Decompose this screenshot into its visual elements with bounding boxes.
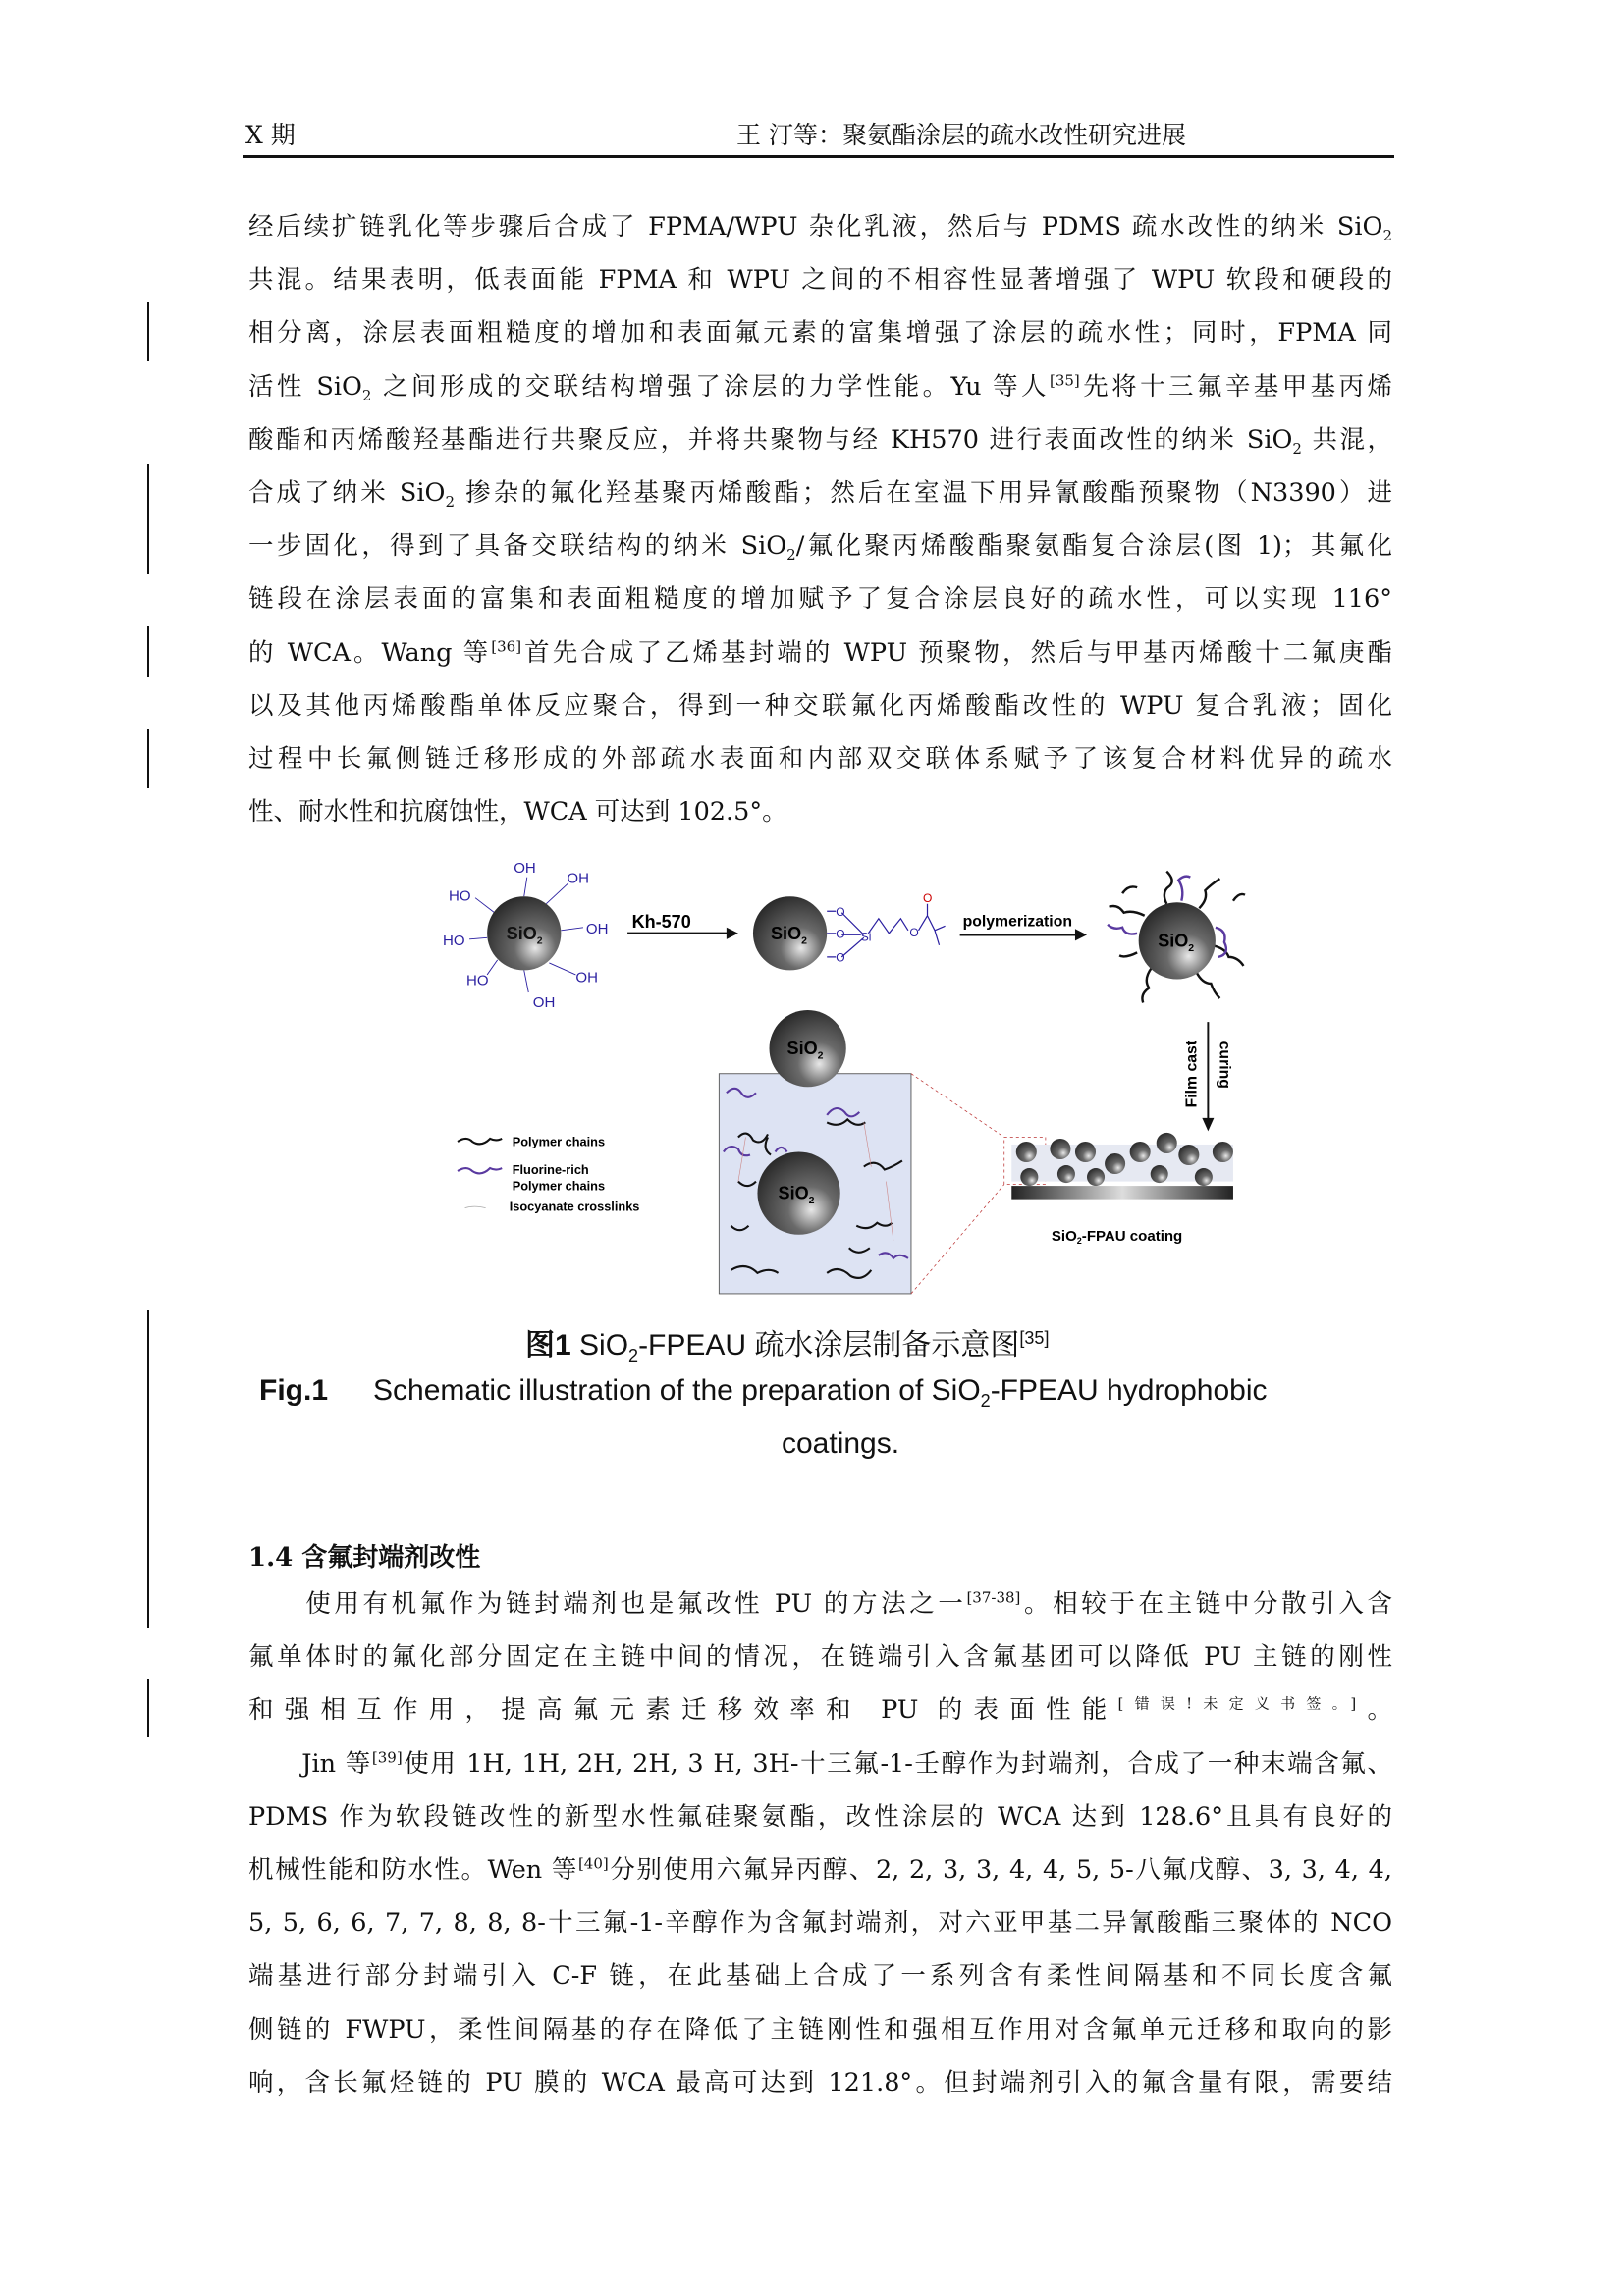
subscript: 2 <box>1382 227 1392 245</box>
coating-label: SiO$_2$-FPAU coating <box>1051 1227 1183 1246</box>
citation-ref: [36] <box>491 637 522 656</box>
text-segment: 链段在涂层表面的富集和表面粗糙度的增加赋予了复合涂层良好的疏水性，可以实现 116° <box>248 584 1392 614</box>
text-segment: 的 WCA。Wang 等 <box>248 637 492 667</box>
text-line <box>248 316 1392 349</box>
text-segment: 以及其他丙烯酸酯单体反应聚合，得到一种交联氟化丙烯酸酯改性的 WPU 复合乳液；固化 <box>248 690 1392 721</box>
citation-ref: [39] <box>371 1748 403 1767</box>
text-line <box>248 263 1392 296</box>
text-segment: 端基进行部分封端引入 C-F 链，在此基础上合成了一系列含有柔性间隔基和不同长度含氟 <box>248 1961 1392 1992</box>
svg-text:O: O <box>922 891 933 906</box>
svg-text:O: O <box>909 925 919 939</box>
citation-ref: [错误!未定义书签。] <box>1117 1694 1357 1713</box>
text-line <box>248 1800 1392 1834</box>
svg-text:OH: OH <box>575 969 598 987</box>
change-bar <box>147 1310 149 1628</box>
text-segment: 机械性能和防水性。Wen 等 <box>248 1855 578 1885</box>
subscript: 2 <box>786 546 796 564</box>
change-bar <box>147 626 149 677</box>
text-line <box>248 2066 1392 2100</box>
svg-text:Si: Si <box>860 930 872 944</box>
svg-text:OH: OH <box>585 920 609 937</box>
svg-text:Fluorine-rich: Fluorine-rich <box>512 1162 589 1178</box>
text-segment: 掺杂的氟化羟基聚丙烯酸酯；然后在室温下用异氰酸酯预聚物（N3390）进 <box>455 478 1392 507</box>
substrate <box>1011 1186 1233 1200</box>
text-line <box>248 1747 1392 1781</box>
svg-text:O: O <box>836 950 845 965</box>
text-line <box>248 1693 1392 1727</box>
text-segment: 分别使用六氟异丙醇、2, 2, 3, 3, 4, 4, 5, 5-八氟戊醇、3, 3, 4, 4, <box>608 1855 1392 1885</box>
text-segment: 性、耐水性和抗腐蚀性，WCA 可达到 102.5°。 <box>248 797 787 828</box>
svg-text:HO: HO <box>443 932 465 949</box>
svg-text:SiO2: SiO$_2$ <box>778 1183 815 1207</box>
text-segment: 活性 SiO <box>248 371 362 401</box>
svg-text:SiO2: SiO$_2$ <box>771 923 807 947</box>
change-bar <box>147 464 149 574</box>
subscript: 2 <box>445 493 456 511</box>
text-line <box>248 689 1392 722</box>
change-bar <box>147 1679 149 1737</box>
figure-caption-en: Fig.1 Schematic illustration of the preparation of SiO$_2$-FPEAU hydrophobic <box>259 1374 1268 1411</box>
text-line <box>248 636 1392 669</box>
citation-ref: [35] <box>1049 371 1080 390</box>
svg-text:Polymer chains: Polymer chains <box>512 1134 606 1149</box>
text-segment: 。相较于在主链中分散引入含 <box>1020 1589 1392 1619</box>
text-line <box>248 476 1392 509</box>
text-segment: 共混。结果表明，低表面能 FPMA 和 WPU 之间的不相容性显著增强了 WPU 软段和硬段的 <box>248 265 1392 295</box>
text-line <box>248 210 1392 243</box>
text-line <box>248 1853 1392 1887</box>
text-segment: 合成了纳米 SiO <box>248 478 446 507</box>
text-segment: 5, 5, 6, 6, 7, 7, 8, 8, 8-十三氟-1-辛醇作为含氟封端剂，对六亚甲基二异氰酸酯三聚体的 NCO <box>248 1908 1392 1939</box>
svg-text:SiO2: SiO$_2$ <box>1158 931 1195 954</box>
text-segment: 一步固化，得到了具备交联结构的纳米 SiO <box>248 531 787 561</box>
figure-caption-en-cont: coatings. <box>782 1427 900 1460</box>
text-segment: 使用有机氟作为链封端剂也是氟改性 PU 的方法之一 <box>248 1589 967 1619</box>
svg-text:OH: OH <box>532 994 556 1012</box>
text-line <box>248 1959 1392 1993</box>
citation-ref: [37-38] <box>966 1588 1021 1607</box>
text-line <box>248 795 1392 828</box>
figure-1-schematic <box>443 849 1248 1300</box>
text-line <box>248 742 1392 775</box>
header-issue: X 期 <box>245 121 296 149</box>
text-line <box>248 1906 1392 1940</box>
text-segment: 。 <box>1356 1695 1392 1726</box>
text-segment: 相分离，涂层表面粗糙度的增加和表面氟元素的富集增强了涂层的疏水性；同时，FPMA 同 <box>248 318 1392 348</box>
svg-text:Polymer chains: Polymer chains <box>512 1178 606 1194</box>
svg-text:O: O <box>836 927 845 941</box>
svg-text:O: O <box>836 904 845 919</box>
text-segment: /氟化聚丙烯酸酯聚氨酯复合涂层(图 1)；其氟化 <box>795 531 1392 561</box>
subscript: 2 <box>1292 439 1302 457</box>
text-segment: 之间形成的交联结构增强了涂层的力学性能。Yu 等人 <box>371 371 1050 401</box>
section-heading: 1.4 含氟封端剂改性 <box>248 1543 481 1573</box>
curing-label: curing <box>1216 1041 1233 1089</box>
svg-text:HO: HO <box>449 887 471 905</box>
film-cast-label: Film cast <box>1183 1040 1201 1108</box>
figure-caption-cn: 图1 SiO$_2$-FPEAU 疏水涂层制备示意图[35] <box>525 1328 1050 1365</box>
svg-text:HO: HO <box>466 972 489 989</box>
citation-ref: [40] <box>577 1854 609 1873</box>
change-bar <box>147 302 149 361</box>
svg-text:SiO2: SiO$_2$ <box>506 923 543 947</box>
text-segment: 过程中长氟侧链迁移形成的外部疏水表面和内部双交联体系赋予了该复合材料优异的疏水 <box>248 744 1392 774</box>
svg-text:Isocyanate crosslinks: Isocyanate crosslinks <box>509 1199 640 1214</box>
text-segment: 和强相互作用，提高氟元素迁移效率和 PU 的表面性能 <box>248 1695 1118 1726</box>
text-segment: 经后续扩链乳化等步骤后合成了 FPMA/WPU 杂化乳液，然后与 PDMS 疏水改性的纳米 SiO <box>248 212 1383 241</box>
step-kh570-label: Kh-570 <box>631 911 691 932</box>
text-segment: 使用 1H, 1H, 2H, 2H, 3 H, 3H-十三氟-1-壬醇作为封端剂，合成了一种末端含氟、 <box>402 1748 1392 1779</box>
text-segment: 侧链的 FWPU，柔性间隔基的存在降低了主链刚性和强相互作用对含氟单元迁移和取向的影 <box>248 2014 1392 2045</box>
text-line <box>248 529 1392 562</box>
text-segment: 响，含长氟烃链的 PU 膜的 WCA 最高可达到 121.8°。但封端剂引入的氟含量有限，需要结 <box>248 2067 1392 2098</box>
text-segment: Jin 等 <box>248 1748 372 1779</box>
header-rule <box>243 155 1394 158</box>
text-segment: 氟单体时的氟化部分固定在主链中间的情况，在链端引入含氟基团可以降低 PU 主链的刚性 <box>248 1642 1392 1673</box>
svg-text:OH: OH <box>514 860 536 878</box>
text-line <box>248 2013 1392 2047</box>
text-line <box>248 582 1392 615</box>
text-line <box>248 1640 1392 1674</box>
text-segment: 先将十三氟辛基甲基丙烯 <box>1079 371 1392 401</box>
text-segment: 首先合成了乙烯基封端的 WPU 预聚物，然后与甲基丙烯酸十二氟庚酯 <box>521 637 1393 667</box>
legend <box>458 1134 639 1213</box>
subscript: 2 <box>361 386 372 404</box>
text-line <box>248 370 1392 403</box>
text-segment: 酸酯和丙烯酸羟基酯进行共聚反应，并将共聚物与经 KH570 进行表面改性的纳米 SiO <box>248 424 1293 454</box>
change-bar <box>147 729 149 788</box>
text-line <box>248 423 1392 456</box>
svg-text:OH: OH <box>567 870 589 887</box>
svg-text:SiO2: SiO$_2$ <box>786 1039 824 1062</box>
header-title: 王 汀等：聚氨酯涂层的疏水改性研究进展 <box>736 121 1186 149</box>
step-polymerization-label: polymerization <box>962 913 1072 931</box>
text-segment: 共混， <box>1301 424 1392 454</box>
text-line <box>248 1587 1392 1621</box>
text-segment: PDMS 作为软段链改性的新型水性氟硅聚氨酯，改性涂层的 WCA 达到 128.6°且具有良好的 <box>248 1801 1392 1832</box>
